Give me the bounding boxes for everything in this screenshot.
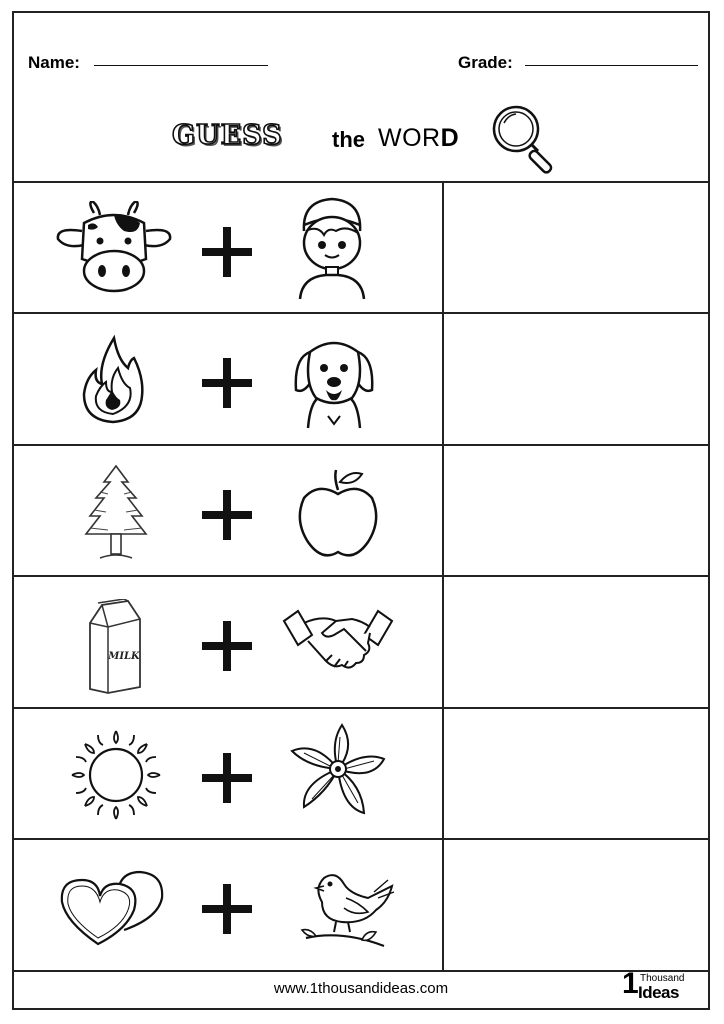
worksheet-header (14, 13, 708, 183)
handshake-icon (282, 607, 394, 683)
logo-thousand: Thousand (640, 973, 685, 984)
name-line (94, 65, 268, 66)
puzzle-row-5 (14, 709, 708, 840)
answer-cell[interactable] (444, 577, 708, 707)
puzzle-clue-cell (14, 577, 444, 707)
bird-icon (292, 858, 396, 954)
puzzle-row-4 (14, 577, 708, 709)
puzzle-clue-cell (14, 709, 444, 838)
milk-carton-icon (84, 599, 146, 695)
title-word-main: WOR (378, 124, 441, 152)
magnifier-icon (484, 101, 564, 181)
title-word-last: D (440, 124, 460, 152)
title-word (378, 124, 459, 153)
plus-icon (200, 356, 254, 410)
cow-icon (54, 201, 174, 296)
answer-cell[interactable] (444, 840, 708, 970)
name-label: Name: (28, 53, 80, 72)
boy-icon (292, 195, 372, 300)
title-the: the (332, 127, 365, 152)
answer-cell[interactable] (444, 446, 708, 575)
website-url: www.1thousandideas.com (273, 980, 449, 997)
puzzle-row-2 (14, 314, 708, 446)
plus-icon (200, 619, 254, 673)
puzzle-clue-cell (14, 840, 444, 970)
puzzle-clue-cell (14, 446, 444, 575)
flower-icon (290, 723, 386, 823)
worksheet-footer (14, 968, 708, 1008)
plus-icon (200, 882, 254, 936)
logo-ideas: Ideas (638, 983, 679, 1002)
answer-cell[interactable] (444, 314, 708, 444)
answer-cell[interactable] (444, 709, 708, 838)
logo-one: 1 (622, 967, 639, 1000)
dog-icon (292, 332, 376, 430)
puzzle-clue-cell (14, 183, 444, 312)
worksheet (12, 11, 710, 1010)
milk-label: MILK (108, 651, 140, 662)
page-title (164, 98, 584, 168)
hearts-icon (58, 866, 170, 946)
plus-icon (200, 751, 254, 805)
puzzle-row-1 (14, 183, 708, 314)
puzzle-clue-cell (14, 314, 444, 444)
grade-line (525, 65, 698, 66)
answer-cell[interactable] (444, 183, 708, 312)
sun-icon (70, 729, 162, 821)
brand-logo (622, 967, 692, 1006)
puzzle-row-6 (14, 840, 708, 972)
title-guess: GUESS (172, 120, 283, 151)
plus-icon (200, 225, 254, 279)
fire-icon (78, 334, 148, 426)
grade-label: Grade: (458, 53, 513, 72)
apple-icon (296, 468, 380, 560)
pine-tree-icon (80, 464, 152, 564)
puzzle-row-3 (14, 446, 708, 577)
plus-icon (200, 488, 254, 542)
